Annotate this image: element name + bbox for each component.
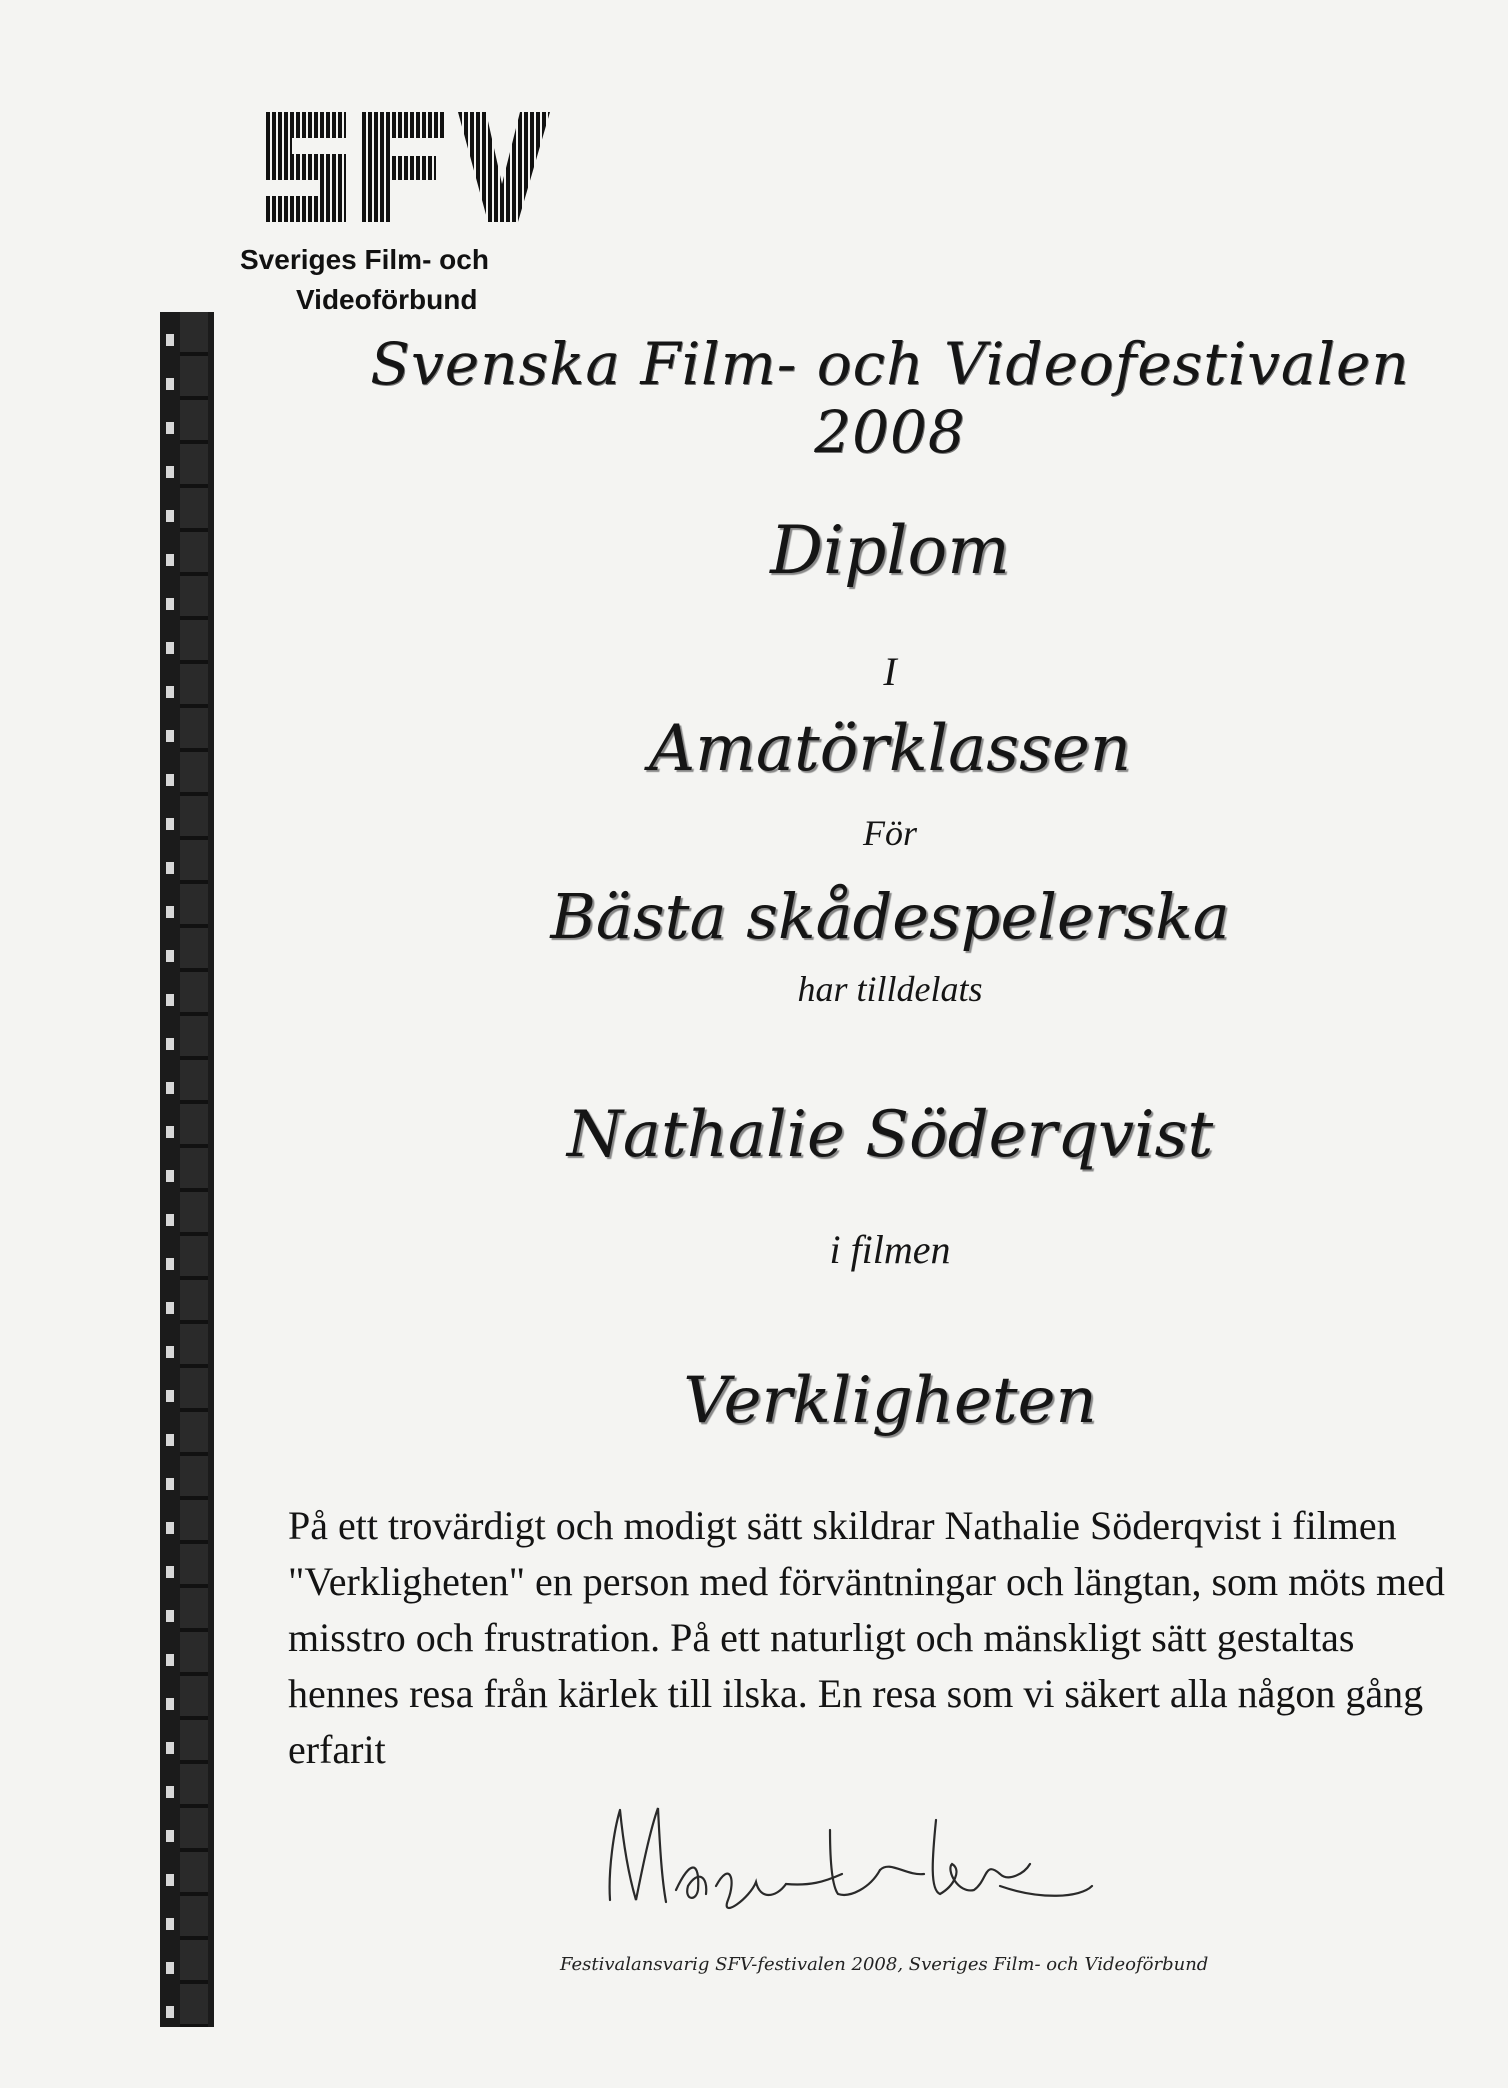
signature-caption: Festivalansvarig SFV-festivalen 2008, Sveriges Film- och Videoförbund	[560, 1954, 1209, 1975]
diploma-heading: Diplom	[770, 512, 1010, 589]
recipient-name: Nathalie Söderqvist	[566, 1098, 1214, 1172]
citation-text: På ett trovärdigt och modigt sätt skildrar Nathalie Söderqvist i filmen "Verkligheten" en person med förväntningar och längtan, som möts med misstro och frustration. På ett naturligt och mänskligt sätt gestaltas hennes resa från kärlek till ilska. En resa som vi säkert alla någon gång erfarit	[288, 1503, 1445, 1772]
sfv-logo	[266, 112, 550, 222]
in-film-text: i filmen	[829, 1227, 951, 1272]
film-strip-perforations	[166, 312, 174, 2027]
in-word: I	[883, 649, 897, 694]
festival-title: Svenska Film- och Videofestivalen 2008	[370, 330, 1410, 466]
film-title: Verkligheten	[683, 1364, 1097, 1438]
class-name: Amatörklassen	[648, 712, 1132, 786]
awarded-text: har tilldelats	[797, 969, 983, 1009]
film-strip-frames	[180, 312, 208, 2027]
organization-name-line1: Sveriges Film- och	[240, 244, 489, 275]
for-word: För	[863, 813, 917, 853]
film-strip-decoration	[160, 312, 214, 2027]
organization-name	[240, 240, 580, 320]
handwritten-signature	[580, 1790, 1100, 1940]
award-category: Bästa skådespelerska	[550, 880, 1230, 953]
organization-name-line2: Videoförbund	[296, 284, 478, 315]
